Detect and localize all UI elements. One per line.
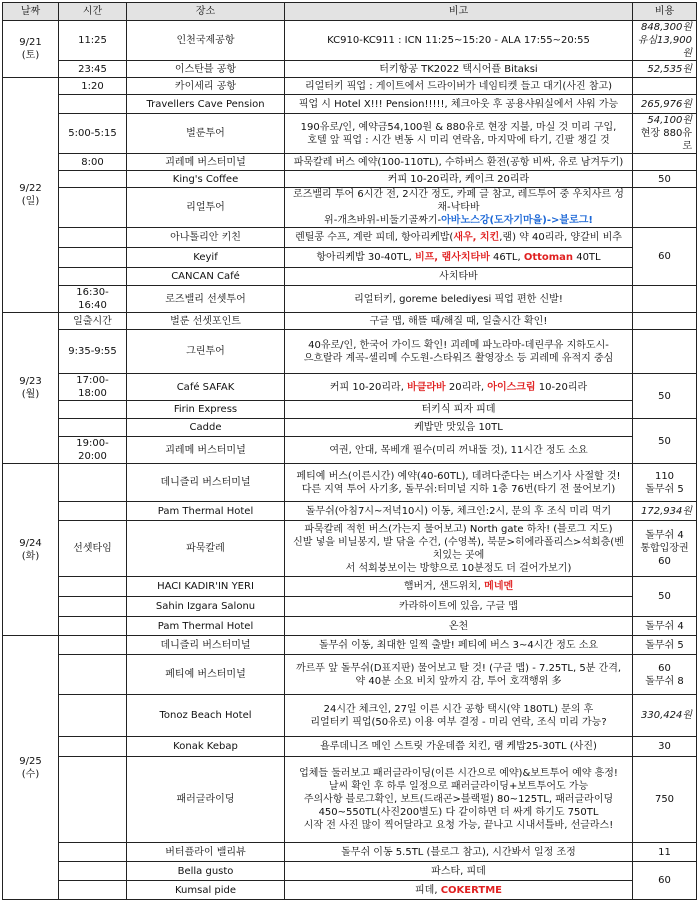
note-cell: KC910-KC911 : ICN 11:25~15:20 - ALA 17:55~20:55 [285, 21, 633, 61]
table-row [3, 757, 697, 843]
header-row [3, 3, 697, 21]
table-row [3, 521, 697, 577]
time-cell: 5:00-5:15 [59, 114, 127, 154]
table-row [3, 330, 697, 374]
time-cell: 9:35-9:55 [59, 330, 127, 374]
place-cell: 로즈밸리 선셋투어 [127, 286, 285, 313]
cost-cell [633, 78, 697, 95]
table-row [3, 171, 697, 188]
place-cell: HACI KADIR'IN YERI [127, 577, 285, 597]
date-cell: 9/22 (일) [3, 78, 59, 313]
place-cell: 아나톨리안 키친 [127, 228, 285, 248]
table-row [3, 78, 697, 95]
place-cell: 패러글라이딩 [127, 757, 285, 843]
place-cell: Pam Thermal Hotel [127, 617, 285, 636]
note-cell: 항아리케밥 30-40TL, 비프, 램사치타바 46TL, Ottoman 40TL [285, 248, 633, 268]
place-cell: 인천국제공항 [127, 21, 285, 61]
table-row [3, 464, 697, 502]
table-row [3, 419, 697, 437]
cost-cell: 60 [633, 862, 697, 900]
table-row [3, 61, 697, 78]
time-cell [59, 737, 127, 757]
table-row [3, 843, 697, 862]
time-cell [59, 401, 127, 419]
time-cell: 23:45 [59, 61, 127, 78]
note-cell: 파스타, 피데 [285, 862, 633, 881]
cost-cell: 60 돌무쉬 8 [633, 655, 697, 695]
cost-cell: 50 [633, 577, 697, 617]
table-row [3, 597, 697, 617]
note-cell: 여권, 안대, 목베개 필수(미리 꺼내둘 것), 11시간 정도 소요 [285, 437, 633, 464]
header-cost: 비용 [633, 3, 697, 21]
place-cell: 카이세리 공항 [127, 78, 285, 95]
time-cell: 19:00-20:00 [59, 437, 127, 464]
time-cell: 17:00-18:00 [59, 374, 127, 401]
cost-cell [633, 154, 697, 171]
cost-cell: 50 [633, 419, 697, 464]
cost-cell: 11 [633, 843, 697, 862]
cost-cell: 750 [633, 757, 697, 843]
cost-cell [633, 188, 697, 228]
table-row [3, 313, 697, 330]
table-row [3, 228, 697, 248]
place-cell: Konak Kebap [127, 737, 285, 757]
time-cell [59, 757, 127, 843]
place-cell: Sahin Izgara Salonu [127, 597, 285, 617]
place-cell: 버터플라이 밸리뷰 [127, 843, 285, 862]
time-cell [59, 881, 127, 900]
header-place: 장소 [127, 3, 285, 21]
time-cell [59, 268, 127, 286]
date-cell: 9/24 (화) [3, 464, 59, 636]
cost-cell: 172,934원 [633, 502, 697, 521]
time-cell [59, 95, 127, 114]
note-cell: 터키식 피자 피데 [285, 401, 633, 419]
place-cell: 데니즐리 버스터미널 [127, 636, 285, 655]
note-cell: 까르푸 앞 돌무쉬(D표지판) 물어보고 탈 것! (구글 맵) - 7.25TL, 5분 간격, 약 40분 소요 비치 앞까지 감, 투어 호객행위 多 [285, 655, 633, 695]
table-row [3, 401, 697, 419]
cost-cell: 돌무쉬 4 통합입장권 60 [633, 521, 697, 577]
cost-cell: 돌무쉬 5 [633, 636, 697, 655]
note-cell: 렌틸콩 수프, 계란 피데, 항아리케밥(새우, 치킨,램) 약 40리라, 양갈비 비추 [285, 228, 633, 248]
place-cell: Bella gusto [127, 862, 285, 881]
cost-cell: 330,424원 [633, 695, 697, 737]
header-date: 날짜 [3, 3, 59, 21]
table-row [3, 95, 697, 114]
time-cell: 선셋타임 [59, 521, 127, 577]
place-cell: Tonoz Beach Hotel [127, 695, 285, 737]
table-row [3, 695, 697, 737]
cost-cell [633, 313, 697, 330]
place-cell: Pam Thermal Hotel [127, 502, 285, 521]
place-cell: 파묵칼레 [127, 521, 285, 577]
time-cell [59, 502, 127, 521]
cost-cell: 54,100원 현장 880유로 [633, 114, 697, 154]
time-cell [59, 171, 127, 188]
table-row [3, 114, 697, 154]
date-cell: 9/25 (수) [3, 636, 59, 900]
cost-cell: 50 [633, 171, 697, 188]
time-cell: 1:20 [59, 78, 127, 95]
note-cell: 리얼터키, goreme belediyesi 픽업 편한 신발! [285, 286, 633, 313]
note-cell: 커피 10-20리라, 케이크 20리라 [285, 171, 633, 188]
cost-cell: 265,976원 [633, 95, 697, 114]
place-cell: 벌룬투어 [127, 114, 285, 154]
table-row [3, 21, 697, 61]
table-row [3, 188, 697, 228]
time-cell: 일출시간 [59, 313, 127, 330]
place-cell: 괴레메 버스터미널 [127, 154, 285, 171]
table-row [3, 437, 697, 464]
place-cell: Firin Express [127, 401, 285, 419]
note-cell: 파묵칼레 버스 예약(100-110TL), 수하버스 환전(공항 비싸, 유로 남겨두기) [285, 154, 633, 171]
note-cell: 돌무쉬(아침7시~저녁10시) 이동, 체크인:2시, 문의 후 조식 미리 먹기 [285, 502, 633, 521]
table-row [3, 268, 697, 286]
place-cell: 데니즐리 버스터미널 [127, 464, 285, 502]
table-row [3, 248, 697, 268]
cost-cell: 30 [633, 737, 697, 757]
cost-cell: 52,535원 [633, 61, 697, 78]
table-row [3, 881, 697, 900]
table-row [3, 862, 697, 881]
note-cell: 40유로/인, 한국어 가이드 확인! 괴레메 파노라마-데린쿠유 지하도시- 으흐랄라 계곡-셀리메 수도원-스타워즈 촬영장소 등 괴레메 유적지 중심 [285, 330, 633, 374]
time-cell [59, 695, 127, 737]
time-cell [59, 636, 127, 655]
note-cell: 온천 [285, 617, 633, 636]
note-cell: 24시간 체크인, 27일 이른 시간 공항 택시(약 180TL) 문의 후 리얼터키 픽업(50유로) 이용 여부 결정 - 미리 연락, 조식 미리 가능? [285, 695, 633, 737]
time-cell [59, 464, 127, 502]
cost-cell [633, 330, 697, 374]
time-cell [59, 843, 127, 862]
place-cell: Keyif [127, 248, 285, 268]
note-cell: 카라하이트에 있음, 구글 맵 [285, 597, 633, 617]
place-cell: 벌룬 선셋포인트 [127, 313, 285, 330]
header-time: 시간 [59, 3, 127, 21]
note-cell: 돌무쉬 이동, 최대한 일찍 출발! 페티예 버스 3~4시간 정도 소요 [285, 636, 633, 655]
time-cell [59, 248, 127, 268]
note-cell: 터키항공 TK2022 택시어플 Bitaksi [285, 61, 633, 78]
note-cell: 돌무쉬 이동 5.5TL (블로그 참고), 시간봐서 일정 조정 [285, 843, 633, 862]
note-cell: 사치타바 [285, 268, 633, 286]
note-cell: 픽업 시 Hotel X!!! Pension!!!!!, 체크아웃 후 공용샤워실에서 샤워 가능 [285, 95, 633, 114]
time-cell [59, 228, 127, 248]
place-cell: CANCAN Café [127, 268, 285, 286]
header-note: 비고 [285, 3, 633, 21]
table-row [3, 374, 697, 401]
cost-cell: 50 [633, 374, 697, 419]
place-cell: Cadde [127, 419, 285, 437]
date-cell: 9/23 (월) [3, 313, 59, 464]
place-cell: Kumsal pide [127, 881, 285, 900]
note-cell: 구글 맵, 해뜰 때/해질 때, 일출시간 확인! [285, 313, 633, 330]
place-cell: 그린투어 [127, 330, 285, 374]
table-row [3, 502, 697, 521]
cost-cell: 60 [633, 228, 697, 286]
note-cell: 햄버거, 샌드위치, 메네멘 [285, 577, 633, 597]
place-cell: King's Coffee [127, 171, 285, 188]
note-cell: 케밥만 맛있음 10TL [285, 419, 633, 437]
table-row [3, 617, 697, 636]
note-cell: 파묵칼레 적힌 버스(가는지 물어보고) North gate 하차! (블로그 지도) 신발 넣을 비닐봉지, 발 닦을 수건, (수영복), 북문>히에라폴리스>석회층(벤치있는 곳에 서 석회붕보이는 방향으로 10분정도 더 걸어가보기) [285, 521, 633, 577]
note-cell: 커피 10-20리라, 바클라바 20리라, 아이스크림 10-20리라 [285, 374, 633, 401]
table-row [3, 636, 697, 655]
note-cell: 190유로/인, 예약금54,100원 & 880유로 현장 지불, 마실 것 미리 구입, 호텔 앞 픽업 : 시간 변동 시 미리 연락옴, 마지막에 타기, 긴팔 챙길 것 [285, 114, 633, 154]
place-cell: 괴레메 버스터미널 [127, 437, 285, 464]
time-cell [59, 577, 127, 597]
place-cell: 페티예 버스터미널 [127, 655, 285, 695]
note-cell: 피데, COKERTME [285, 881, 633, 900]
cost-cell: 110 돌무쉬 5 [633, 464, 697, 502]
itinerary-table [2, 2, 697, 900]
time-cell: 8:00 [59, 154, 127, 171]
time-cell: 16:30-16:40 [59, 286, 127, 313]
place-cell: 이스탄블 공항 [127, 61, 285, 78]
time-cell [59, 419, 127, 437]
time-cell [59, 617, 127, 636]
cost-cell: 돌무쉬 4 [633, 617, 697, 636]
cost-cell: 848,300원 유심13,900원 [633, 21, 697, 61]
note-cell: 로즈밸리 투어 6시간 전, 2시간 정도, 카페 글 참고, 레드투어 중 우치사르 성채-낙타바 위-개츠바위-비둘기골짜기-아바노스강(도자기마을)->블로그! [285, 188, 633, 228]
note-cell: 욜루데니즈 메인 스트릿 가운데쯤 치킨, 램 케밥25-30TL (사진) [285, 737, 633, 757]
place-cell: 리얼투어 [127, 188, 285, 228]
cost-cell [633, 286, 697, 313]
note-cell: 업체들 둘러보고 패러글라이딩(이른 시간으로 예약)&보트투어 예약 흥정! 날씨 확인 후 하루 일정으로 패러글라이딩+보트투어도 가능 주의사항 블로그확인, 보트(드래곤>블랙펄) 80~125TL, 패러글라이딩 450~550TL(사진200별도) 다 같이하면 더 싸게 하기도 750TL 시작 전 사진 많이 찍어달라고 요청 가능, 끝나고 시내서틀바, 선글라스! [285, 757, 633, 843]
table-row [3, 737, 697, 757]
table-row [3, 655, 697, 695]
table-row [3, 154, 697, 171]
place-cell: Travellers Cave Pension [127, 95, 285, 114]
time-cell [59, 597, 127, 617]
time-cell [59, 655, 127, 695]
time-cell [59, 188, 127, 228]
table-row [3, 577, 697, 597]
time-cell: 11:25 [59, 21, 127, 61]
table-row [3, 286, 697, 313]
place-cell: Café SAFAK [127, 374, 285, 401]
time-cell [59, 862, 127, 881]
note-cell: 페티예 버스(이른시간) 예약(40-60TL), 데려다준다는 버스기사 사절할 것! 다른 지역 투어 사기多, 돌무쉬:터미널 지하 1층 76번(타기 전 물어보기) [285, 464, 633, 502]
note-cell: 리얼터키 픽업 : 게이트에서 드라이버가 네임티켓 들고 대기(사진 참고) [285, 78, 633, 95]
date-cell: 9/21 (토) [3, 21, 59, 78]
